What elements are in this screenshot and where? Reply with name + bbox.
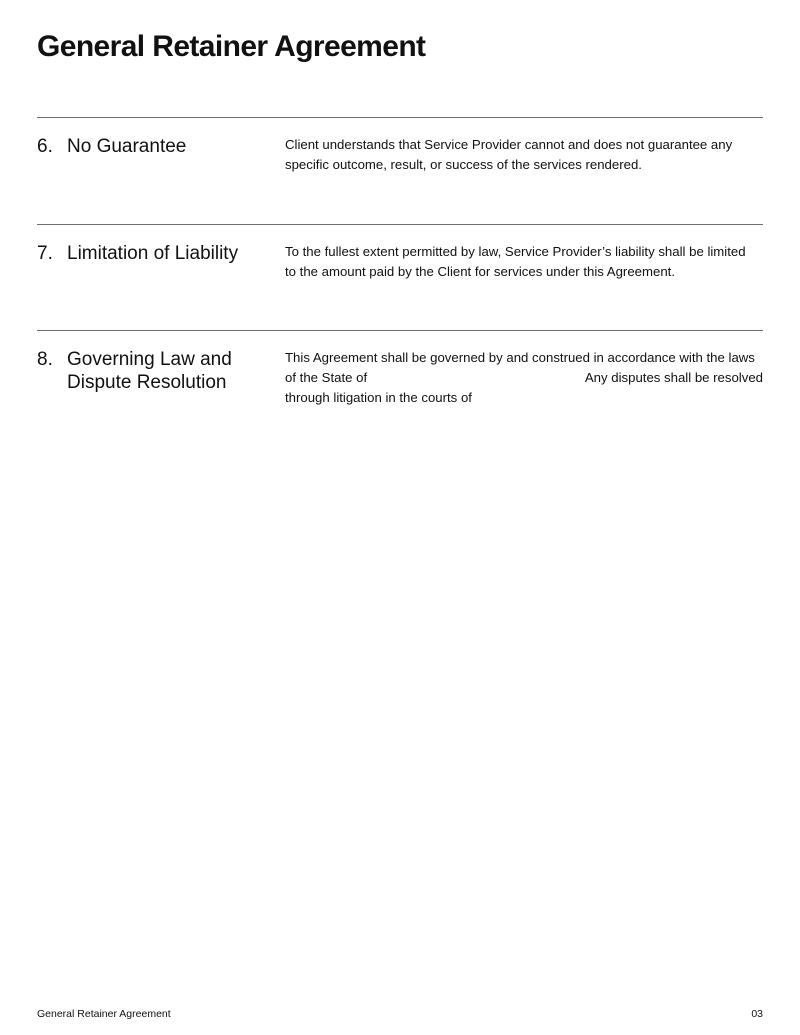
state-prefix-text: of the State of	[285, 370, 368, 385]
disputes-text: Any disputes shall be resolved	[584, 370, 763, 385]
page-title: General Retainer Agreement	[37, 30, 426, 63]
footer-document-name: General Retainer Agreement	[37, 1008, 171, 1020]
section-no-guarantee	[37, 117, 763, 172]
section-heading: Limitation of Liability	[67, 243, 239, 264]
section-heading: Governing Law and Dispute Resolution	[67, 349, 232, 393]
section-body-line: Client understands that Service Provider cannot and does not guarantee any	[285, 137, 733, 152]
section-body	[285, 348, 763, 408]
section-limitation-of-liability	[37, 224, 763, 279]
section-body-line-with-blank	[285, 368, 763, 388]
section-number: 8.	[37, 349, 53, 370]
footer-page-number: 03	[751, 1008, 763, 1020]
section-number: 7.	[37, 243, 53, 264]
section-body	[285, 135, 763, 175]
section-body-line: This Agreement shall be governed by and construed in accordance with the laws	[285, 350, 755, 365]
section-body-line: through litigation in the courts of	[285, 390, 472, 405]
section-heading: No Guarantee	[67, 136, 187, 157]
section-number: 6.	[37, 136, 53, 157]
section-body-line: specific outcome, result, or success of the services rendered.	[285, 157, 642, 172]
section-body-line: To the fullest extent permitted by law, Service Provider’s liability shall be limited	[285, 244, 746, 259]
section-body-line: to the amount paid by the Client for services under this Agreement.	[285, 264, 675, 279]
section-governing-law	[37, 330, 763, 405]
section-body	[285, 242, 763, 282]
